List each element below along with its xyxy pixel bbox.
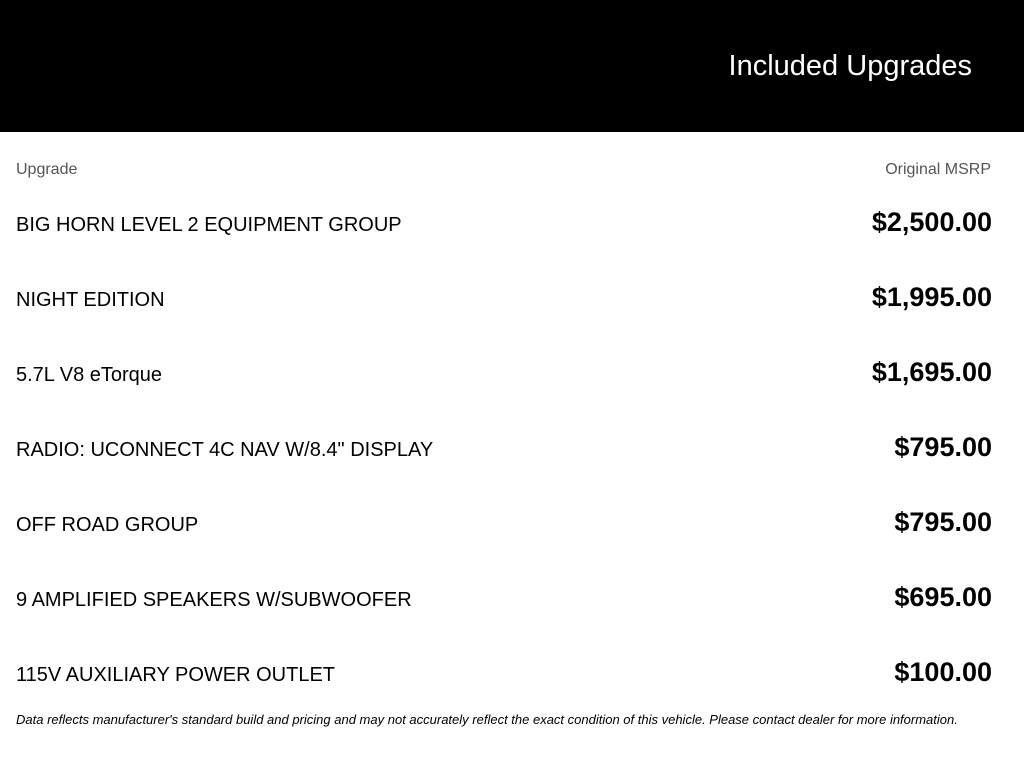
upgrade-row: [0, 635, 1024, 710]
msrp-column-header: Original MSRP: [885, 161, 991, 178]
disclaimer-text: Data reflects manufacturer's standard build and pricing and may not accurately reflect the exact condition of this vehicle. Please contact dealer for more information.: [16, 712, 958, 727]
upgrade-column-header: Upgrade: [16, 161, 78, 178]
upgrade-row: [0, 185, 1024, 260]
upgrade-name: RADIO: UCONNECT 4C NAV W/8.4" DISPLAY: [16, 439, 434, 461]
upgrade-price: $795.00: [894, 432, 992, 462]
header-banner: [0, 0, 1024, 132]
upgrade-row: [0, 410, 1024, 485]
upgrade-name: 5.7L V8 eTorque: [16, 364, 163, 386]
upgrade-price: $2,500.00: [871, 207, 992, 237]
upgrade-price: $795.00: [894, 507, 992, 537]
upgrade-row: [0, 260, 1024, 335]
upgrade-price: $100.00: [894, 657, 992, 687]
upgrade-row: [0, 335, 1024, 410]
upgrade-name: 115V AUXILIARY POWER OUTLET: [16, 664, 336, 686]
page-title: Included Upgrades: [728, 50, 972, 82]
upgrade-name: 9 AMPLIFIED SPEAKERS W/SUBWOOFER: [16, 589, 412, 611]
upgrade-price: $1,695.00: [871, 357, 992, 387]
upgrades-list: [0, 185, 1024, 710]
upgrade-price: $1,995.00: [871, 282, 992, 312]
upgrade-row: [0, 485, 1024, 560]
upgrade-row: [0, 560, 1024, 635]
upgrade-price: $695.00: [894, 582, 992, 612]
upgrade-name: BIG HORN LEVEL 2 EQUIPMENT GROUP: [16, 214, 402, 236]
upgrade-name: OFF ROAD GROUP: [16, 514, 199, 536]
upgrade-name: NIGHT EDITION: [16, 289, 165, 311]
